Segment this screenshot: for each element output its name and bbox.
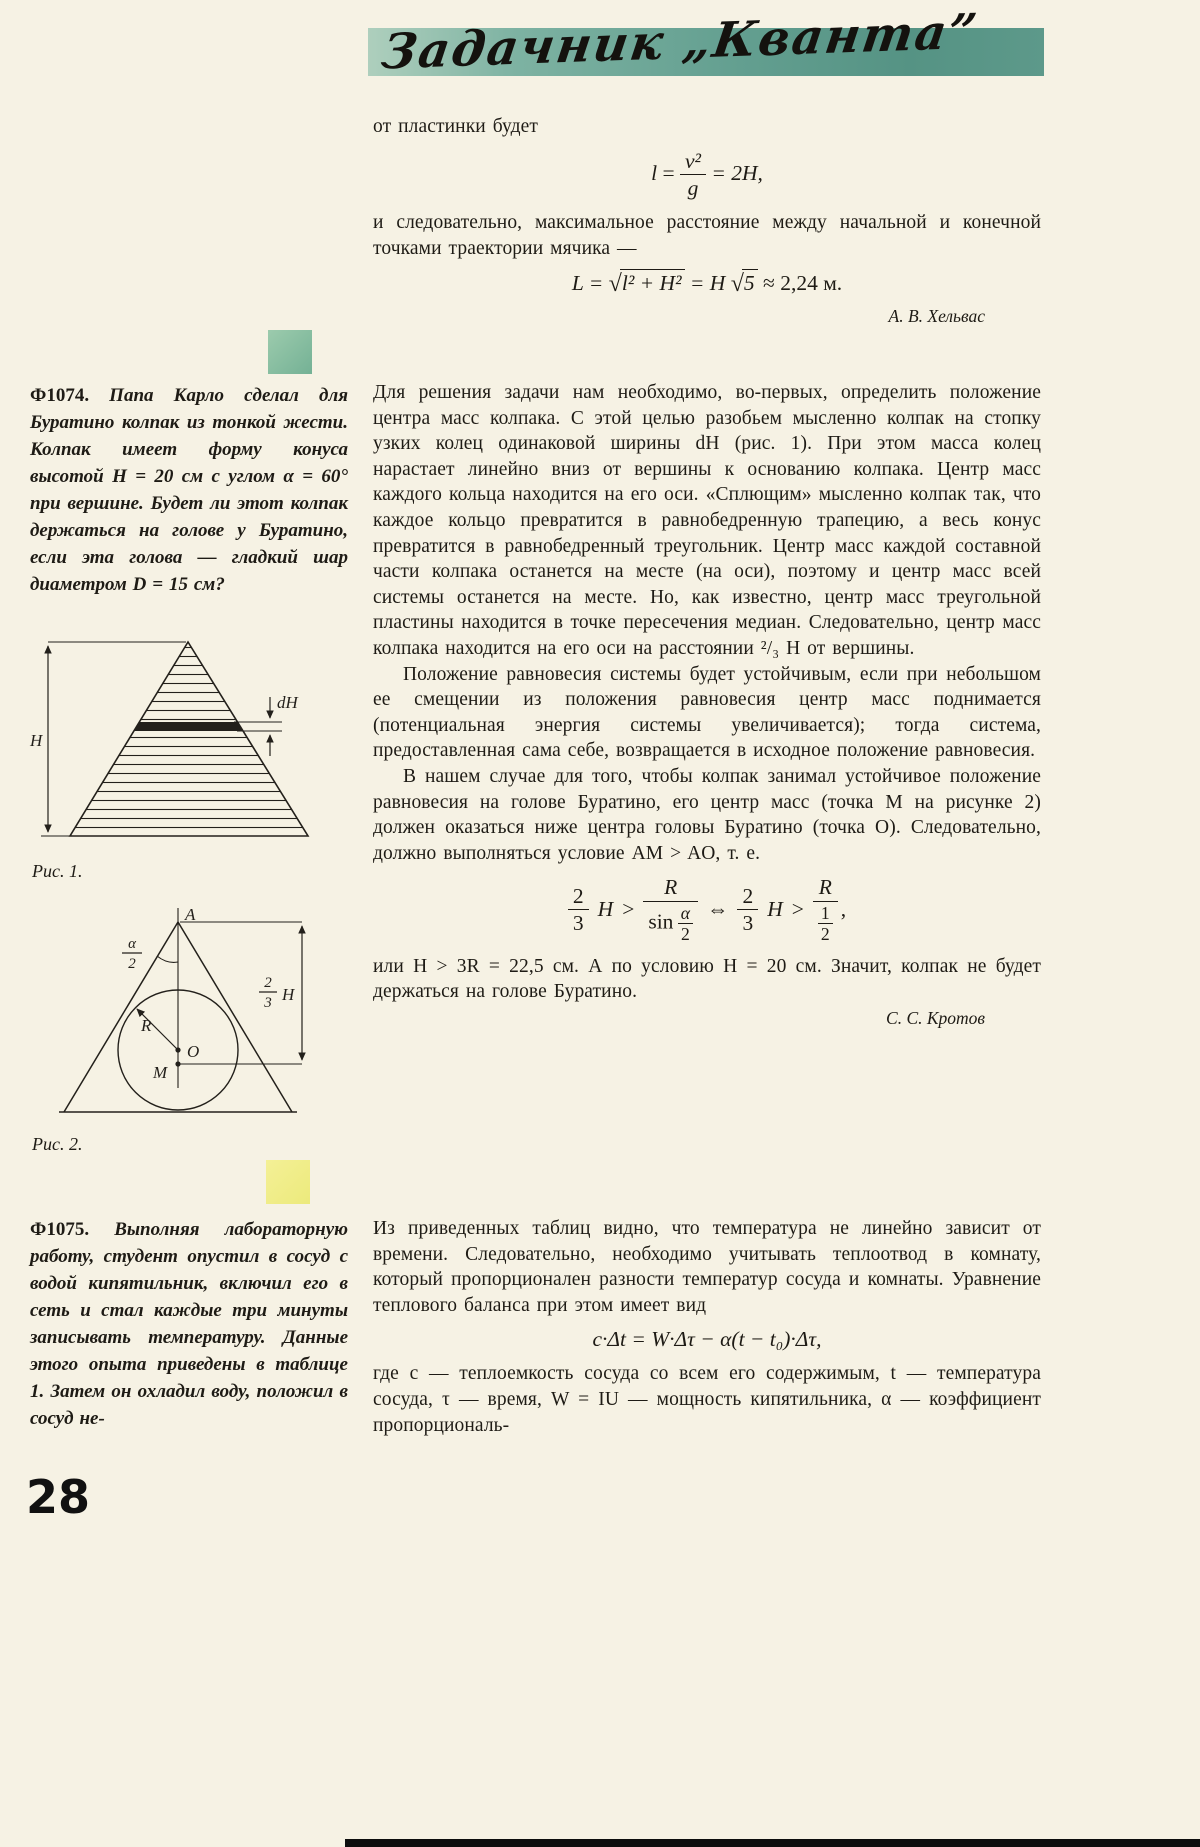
- radius-label: R: [141, 1016, 152, 1035]
- author-signature: С. С. Кротов: [886, 1007, 985, 1028]
- intro-solution-block: [373, 114, 1041, 327]
- sqrt-five: √5: [731, 271, 758, 295]
- teal-square-decoration: [268, 330, 312, 374]
- solution-f1075: [373, 1216, 1041, 1438]
- point-o-label: O: [187, 1042, 200, 1061]
- figure-1: [28, 634, 348, 859]
- solution-paragraph-2: где c — теплоемкость сосуда со всем его содержимым, t — температура сосуда, τ — время, W = IU — мощность кипятильника, α — коэффициент пропорциональ-: [373, 1363, 1041, 1436]
- radical-sign: √: [730, 271, 744, 298]
- problem-statement: Папа Карло сделал для Буратино колпак из тонкой жести. Колпак имеет форму конуса высотой H = 20 см с углом α = 60° при вершине. Будет ли этот колпак держаться на голове у Буратино, если эта голова — гладкий шар диаметром D = 15 см?: [30, 385, 348, 595]
- problem-f1075: [30, 1216, 348, 1432]
- apex-angle-arc: [157, 956, 178, 962]
- problem-f1074: [30, 382, 348, 598]
- solution-paragraph-1: Для решения задачи нам необходимо, во-первых, определить положение центра масс колпака. С этой целью разобьем мысленно колпак на стопку узких колец одинаковой ширины dH (рис. 1). При этом масса колец нарастает линейно вниз от вершины к основанию колпака. Центр масс каждого кольца находится на его оси. «Сплющим» мысленно колпак так, что каждое кольцо превратится в равнобедренную трапецию, а весь конус превратится в равнобедренный треугольник. Центр масс каждой составной части колпака останется на месте (на оси), поэтому и центр масс всей системы останется на месте. Но, как известно, центр масс треугольной пластины находится в точке пересечения медиан. Следовательно, центр масс колпака находится на его оси на расстоянии ²/₃ H от вершины.: [373, 382, 1041, 659]
- intro-paragraph: и следовательно, максимальное расстояние между начальной и конечной точками траектории мячика —: [373, 212, 1041, 259]
- formula-lhs: l: [651, 160, 658, 185]
- greater-than-sign: >: [622, 897, 635, 922]
- solution-f1074: [373, 380, 1041, 1029]
- fraction-two-thirds: $\frac{2}{3}$: [737, 884, 758, 936]
- solution-paragraph-3: В нашем случае для того, чтобы колпак занимал устойчивое положение равновесия на голове Буратино, его центр масс (точка M на рисунке 2) должен оказаться ниже центра головы Буратино (точка O). Следовательно, должно выполняться условие AM > AO, т. е.: [373, 765, 1041, 864]
- var-h: H: [767, 897, 783, 922]
- solution-paragraph-2: Положение равновесия системы будет устойчивым, если при небольшом ее смещении из положения равновесия центр масс поднимается (потенциальная энергия системы увеличивается); тогда система, предоставленная сама себе, возвращается в исходное положение равновесия.: [373, 663, 1041, 762]
- cone-sphere-drawing: [28, 906, 348, 1128]
- figure-2-caption: Рис. 2.: [32, 1134, 83, 1154]
- fraction-two-thirds: $\frac{2}{3}$: [568, 884, 589, 936]
- formula-result: ≈ 2,24 м.: [763, 271, 843, 296]
- alpha-den-label: 2: [128, 956, 136, 972]
- dim-num-label: 2: [264, 975, 272, 991]
- fraction-r-over-sin: R sin $\frac{\alpha}{2}$: [643, 875, 698, 944]
- vertex-a-label: A: [185, 906, 196, 924]
- problem-number: Ф1075.: [30, 1219, 90, 1240]
- sin-label: sin: [648, 909, 674, 934]
- dh-label: dH: [277, 693, 298, 712]
- comma: ,: [840, 897, 847, 922]
- solution-paragraph-1: Из приведенных таблиц видно, что температура не линейно зависит от времени. Следовательно, необходимо учитывать теплоотвод в комнату, который пропорционален разности температур сосуда и комнаты. Уравнение теплового баланса при этом имеет вид: [373, 1218, 1041, 1316]
- figure-1-caption: Рис. 1.: [32, 861, 83, 881]
- formula-lhs: L =: [571, 271, 604, 296]
- cone-hatched-drawing: [28, 634, 348, 854]
- ring-strip: [70, 722, 308, 731]
- heat-balance-formula: c·Δt = W·Δτ − α(t − t₀)·Δτ,: [592, 1327, 822, 1352]
- fraction-one-half: $\frac{1}{2}$: [818, 903, 833, 945]
- h-label: H: [30, 731, 43, 750]
- fraction-r-over-half: $\frac{R}{\frac{1}{2}}$: [813, 875, 838, 944]
- fraction-v2-g: $\frac{\text{v²}}{g}$: [680, 149, 706, 201]
- greater-than-sign: >: [791, 897, 804, 922]
- cone-triangle: [70, 642, 308, 836]
- equilibrium-condition-formula: [373, 875, 1041, 944]
- problem-text: [30, 1216, 348, 1432]
- formula-rhs: = 2H,: [711, 160, 763, 185]
- iff-sign: ⇔: [706, 897, 729, 922]
- point-m-label: M: [153, 1063, 168, 1082]
- fraction-alpha-over-two: $\frac{\alpha}{2}$: [678, 903, 693, 945]
- page-number: 28: [26, 1470, 91, 1524]
- intro-lead: от пластинки будет: [373, 116, 539, 137]
- alpha-num-label: α: [128, 936, 136, 952]
- formula-mid: = H: [689, 271, 726, 296]
- banner-title: Задачник „Кванта”: [378, 3, 982, 81]
- author-signature: А. В. Хельвас: [888, 306, 985, 327]
- point-o-dot: [175, 1047, 180, 1052]
- sqrt-expression: √l² + H²: [609, 271, 685, 295]
- problem-statement: Выполняя лабораторную работу, студент опустил в сосуд с водой кипятильник, включил его в сеть и стал каждые три минуты записывать температуру. Данные этого опыта приведены в таблице 1. Затем он охладил воду, положил в сосуд не-: [30, 1219, 349, 1429]
- section-banner: [368, 3, 1044, 81]
- problem-number: Ф1074.: [30, 385, 90, 406]
- figure-2: [28, 906, 348, 1133]
- formula-total-distance: [373, 270, 1041, 297]
- right-side: [178, 922, 292, 1112]
- dim-h-label: H: [282, 985, 295, 1004]
- equals-sign: =: [662, 160, 675, 185]
- bottom-rule: [345, 1839, 1200, 1847]
- formula-l-distance: [373, 149, 1041, 201]
- solution-paragraph-4: или H > 3R = 22,5 см. А по условию H = 20 см. Значит, колпак не будет держаться на голове Буратино.: [373, 955, 1041, 1003]
- var-h: H: [597, 897, 614, 922]
- problem-text: [30, 382, 348, 598]
- yellow-square-decoration: [266, 1160, 310, 1204]
- radical-sign: √: [608, 271, 622, 298]
- left-side: [64, 922, 178, 1112]
- dim-den-label: 3: [264, 995, 272, 1011]
